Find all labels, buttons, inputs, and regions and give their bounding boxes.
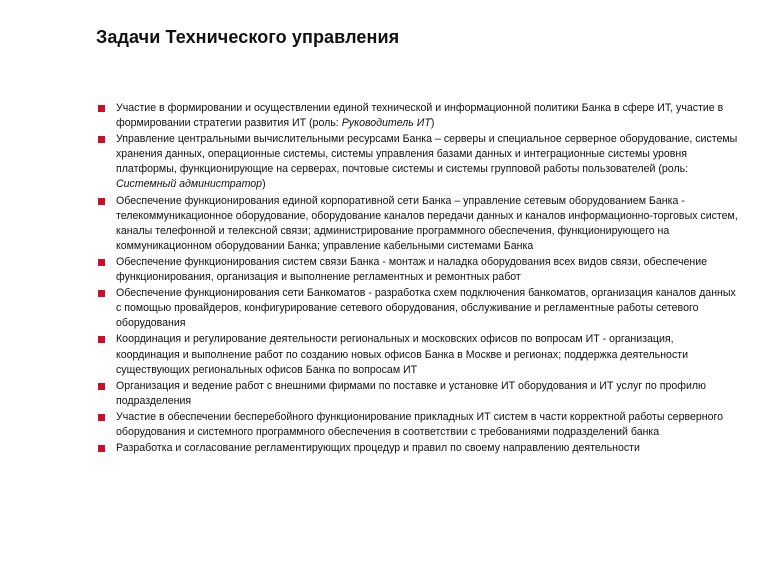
task-text: Обеспечение функционирования единой корпоративной сети Банка – управление сетевым оборудованием Банка - телекоммуникационное оборудование, оборудование каналов передачи данных и каналов информационно-торговых систем, каналы телефонной и телексной связи; администрирование программного обеспечения, функционирующего на коммуникационном оборудовании Банка; управление кабельными системами Банка: [116, 194, 738, 252]
square-bullet-icon: [98, 336, 105, 343]
list-item: [98, 379, 738, 409]
square-bullet-icon: [98, 105, 105, 112]
task-role: Системный администратор: [116, 178, 263, 191]
list-item: [98, 286, 738, 331]
task-text: Участие в формировании и осуществлении единой технической и информационной политики Банка в сфере ИТ, участие в формировании стратегии развития ИТ (роль:: [116, 102, 724, 130]
list-item: [98, 132, 738, 192]
list-item: [98, 441, 738, 456]
square-bullet-icon: [98, 136, 105, 143]
task-text: Обеспечение функционирования сети Банкоматов - разработка схем подключения банкоматов, организация каналов данных с помощью провайдеров, конфигурирование сетевого оборудования, обслуживание и регламентные работы сетевого оборудования: [116, 287, 736, 330]
task-text: Координация и регулирование деятельности региональных и московских офисов по вопросам ИТ - организация, координация и выполнение работ по созданию новых офисов Банка в Москве и регионах; поддержка деятельности существующих региональных офисов Банка по вопросам ИТ: [116, 333, 689, 376]
task-role: Руководитель ИТ: [341, 117, 431, 130]
list-item: [98, 101, 738, 131]
task-text: Управление центральными вычислительными ресурсами Банка – серверы и специальное серверное оборудование, системы хранения данных, операционные системы, системы управления базами данных и интеграционные системы уровня платформы, функционирующие на серверах, почтовые системы и системы групповой работы пользователей (роль:: [116, 133, 738, 176]
task-text: Обеспечение функционирования систем связи Банка - монтаж и наладка оборудования всех видов связи, обеспечение функционирования, организация и выполнение регламентных и ремонтных работ: [116, 255, 708, 284]
task-suffix: ): [430, 117, 435, 130]
square-bullet-icon: [98, 445, 105, 452]
square-bullet-icon: [98, 290, 105, 297]
list-item: [98, 194, 738, 254]
square-bullet-icon: [98, 383, 105, 390]
list-item: [98, 255, 738, 285]
task-text: Участие в обеспечении бесперебойного функционирование прикладных ИТ систем в части корректной работы серверного оборудования и системного программного обеспечения в соответствии с требованиями подразделений банка: [116, 410, 724, 438]
task-text: Разработка и согласование регламентирующих процедур и правил по своему направлению деятельности: [116, 442, 640, 455]
square-bullet-icon: [98, 259, 105, 266]
square-bullet-icon: [98, 414, 105, 421]
slide-title: Задачи Технического управления: [96, 27, 400, 47]
square-bullet-icon: [98, 198, 105, 205]
task-text: Организация и ведение работ с внешними фирмами по поставке и установке ИТ оборудования и ИТ услуг по профилю подразделения: [116, 379, 706, 407]
task-suffix: ): [262, 178, 266, 191]
list-item: [98, 410, 738, 440]
task-list: [98, 101, 738, 457]
list-item: [98, 332, 738, 377]
